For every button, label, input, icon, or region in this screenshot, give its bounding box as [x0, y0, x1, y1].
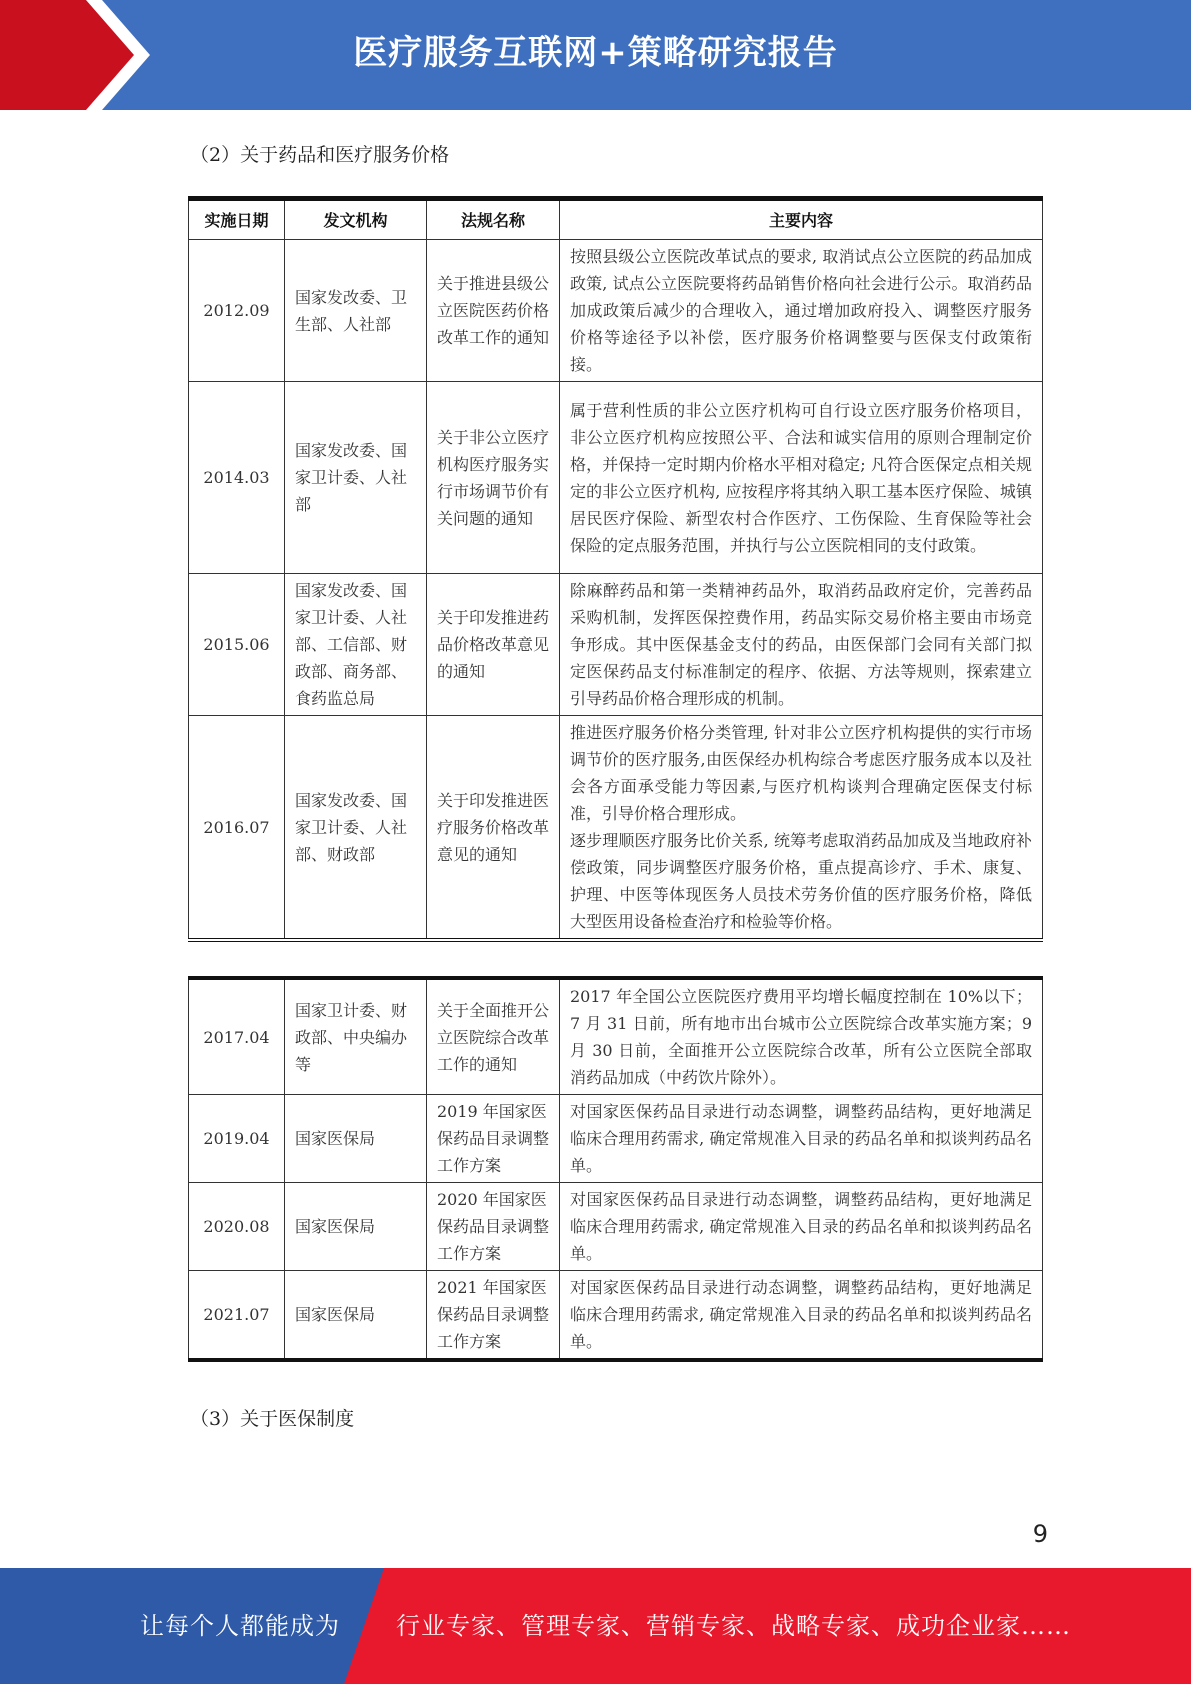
cell-content [560, 1183, 1043, 1271]
cell-content [560, 716, 1043, 941]
header-agency: 发文机构 [285, 199, 427, 240]
footer-banner [0, 1568, 1191, 1684]
cell-regulation-name: 关于印发推进医疗服务价格改革意见的通知 [427, 716, 560, 941]
content-paragraph: 对国家医保药品目录进行动态调整，调整药品结构，更好地满足临床合理用药需求, 确定常规准入目录的药品名单和拟谈判药品名单。 [570, 1102, 1032, 1175]
cell-date: 2015.06 [189, 574, 285, 716]
cell-agency: 国家卫计委、财政部、中央编办等 [285, 978, 427, 1095]
cell-date: 2014.03 [189, 382, 285, 574]
table-row [189, 240, 1043, 382]
table-row [189, 1095, 1043, 1183]
page-number: 9 [1032, 1520, 1048, 1548]
cell-agency: 国家发改委、国家卫计委、人社部、工信部、财政部、商务部、食药监总局 [285, 574, 427, 716]
cell-regulation-name: 关于推进县级公立医院医药价格改革工作的通知 [427, 240, 560, 382]
regulation-table-part1 [188, 196, 1043, 942]
table-row [189, 1271, 1043, 1361]
table-row [189, 574, 1043, 716]
cell-date: 2012.09 [189, 240, 285, 382]
cell-regulation-name: 2021 年国家医保药品目录调整工作方案 [427, 1271, 560, 1361]
table-header-row [189, 199, 1043, 240]
cell-content [560, 978, 1043, 1095]
report-title: 医疗服务互联网+策略研究报告 [353, 33, 838, 73]
cell-date: 2020.08 [189, 1183, 285, 1271]
footer-slogan-right: 行业专家、管理专家、营销专家、战略专家、成功企业家…… [396, 1612, 1071, 1640]
footer-slogan-left: 让每个人都能成为 [140, 1612, 340, 1640]
cell-date: 2021.07 [189, 1271, 285, 1361]
cell-date: 2019.04 [189, 1095, 285, 1183]
content-paragraph: 对国家医保药品目录进行动态调整，调整药品结构，更好地满足临床合理用药需求, 确定常规准入目录的药品名单和拟谈判药品名单。 [570, 1278, 1032, 1351]
cell-agency: 国家医保局 [285, 1095, 427, 1183]
content-paragraph: 属于营利性质的非公立医疗机构可自行设立医疗服务价格项目，非公立医疗机构应按照公平、合法和诚实信用的原则合理制定价格，并保持一定时期内价格水平相对稳定; 凡符合医保定点相关规定的非公立医疗机构, 应按程序将其纳入职工基本医疗保险、城镇居民医疗保险、新型农村合作医疗、工伤保险、生育保险等社会保险的定点服务范围，并执行与公立医院相同的支付政策。 [570, 400, 1032, 555]
header-regulation-name: 法规名称 [427, 199, 560, 240]
header-banner [0, 0, 1191, 110]
content-paragraph: 对国家医保药品目录进行动态调整，调整药品结构，更好地满足临床合理用药需求, 确定常规准入目录的药品名单和拟谈判药品名单。 [570, 1190, 1032, 1263]
content-paragraph: 推进医疗服务价格分类管理, 针对非公立医疗机构提供的实行市场调节价的医疗服务,由医保经办机构综合考虑医疗服务成本以及社会各方面承受能力等因素,与医疗机构谈判合理确定医保支付标准，引导价格合理形成。 [570, 723, 1032, 823]
content-paragraph: 按照县级公立医院改革试点的要求, 取消试点公立医院的药品加成政策, 试点公立医院要将药品销售价格向社会进行公示。取消药品加成政策后减少的合理收入，通过增加政府投入、调整医疗服务价格等途径予以补偿，医疗服务价格调整要与医保支付政策衔接。 [570, 247, 1032, 374]
cell-content [560, 574, 1043, 716]
content-paragraph: 除麻醉药品和第一类精神药品外，取消药品政府定价，完善药品采购机制，发挥医保控费作用，药品实际交易价格主要由市场竞争形成。其中医保基金支付的药品，由医保部门会同有关部门拟定医保药品支付标准制定的程序、依据、方法等规则，探索建立引导药品价格合理形成的机制。 [570, 581, 1032, 708]
cell-content [560, 382, 1043, 574]
table-row [189, 716, 1043, 941]
cell-regulation-name: 2020 年国家医保药品目录调整工作方案 [427, 1183, 560, 1271]
header-main-content: 主要内容 [560, 199, 1043, 240]
cell-date: 2017.04 [189, 978, 285, 1095]
cell-regulation-name: 2019 年国家医保药品目录调整工作方案 [427, 1095, 560, 1183]
cell-agency: 国家医保局 [285, 1183, 427, 1271]
content-paragraph: 2017 年全国公立医院医疗费用平均增长幅度控制在 10%以下；7 月 31 日前，所有地市出台城市公立医院综合改革实施方案；9 月 30 日前，全面推开公立医院综合改革，所有公立医院全部取消药品加成（中药饮片除外）。 [570, 987, 1032, 1087]
cell-regulation-name: 关于非公立医疗机构医疗服务实行市场调节价有关问题的通知 [427, 382, 560, 574]
table-row [189, 1183, 1043, 1271]
table-row [189, 382, 1043, 574]
section-title-insurance: （3）关于医保制度 [190, 1408, 355, 1430]
cell-content [560, 1271, 1043, 1361]
table-row [189, 978, 1043, 1095]
cell-date: 2016.07 [189, 716, 285, 941]
cell-content [560, 240, 1043, 382]
cell-content [560, 1095, 1043, 1183]
section-title-prices: （2）关于药品和医疗服务价格 [190, 144, 450, 166]
regulation-table-part2 [188, 976, 1043, 1362]
cell-agency: 国家医保局 [285, 1271, 427, 1361]
cell-regulation-name: 关于全面推开公立医院综合改革工作的通知 [427, 978, 560, 1095]
header-date: 实施日期 [189, 199, 285, 240]
cell-agency: 国家发改委、国家卫计委、人社部 [285, 382, 427, 574]
cell-regulation-name: 关于印发推进药品价格改革意见的通知 [427, 574, 560, 716]
content-paragraph: 逐步理顺医疗服务比价关系, 统筹考虑取消药品加成及当地政府补偿政策，同步调整医疗服务价格，重点提高诊疗、手术、康复、护理、中医等体现医务人员技术劳务价值的医疗服务价格，降低大型医用设备检查治疗和检验等价格。 [570, 831, 1032, 931]
cell-agency: 国家发改委、国家卫计委、人社部、财政部 [285, 716, 427, 941]
cell-agency: 国家发改委、卫生部、人社部 [285, 240, 427, 382]
